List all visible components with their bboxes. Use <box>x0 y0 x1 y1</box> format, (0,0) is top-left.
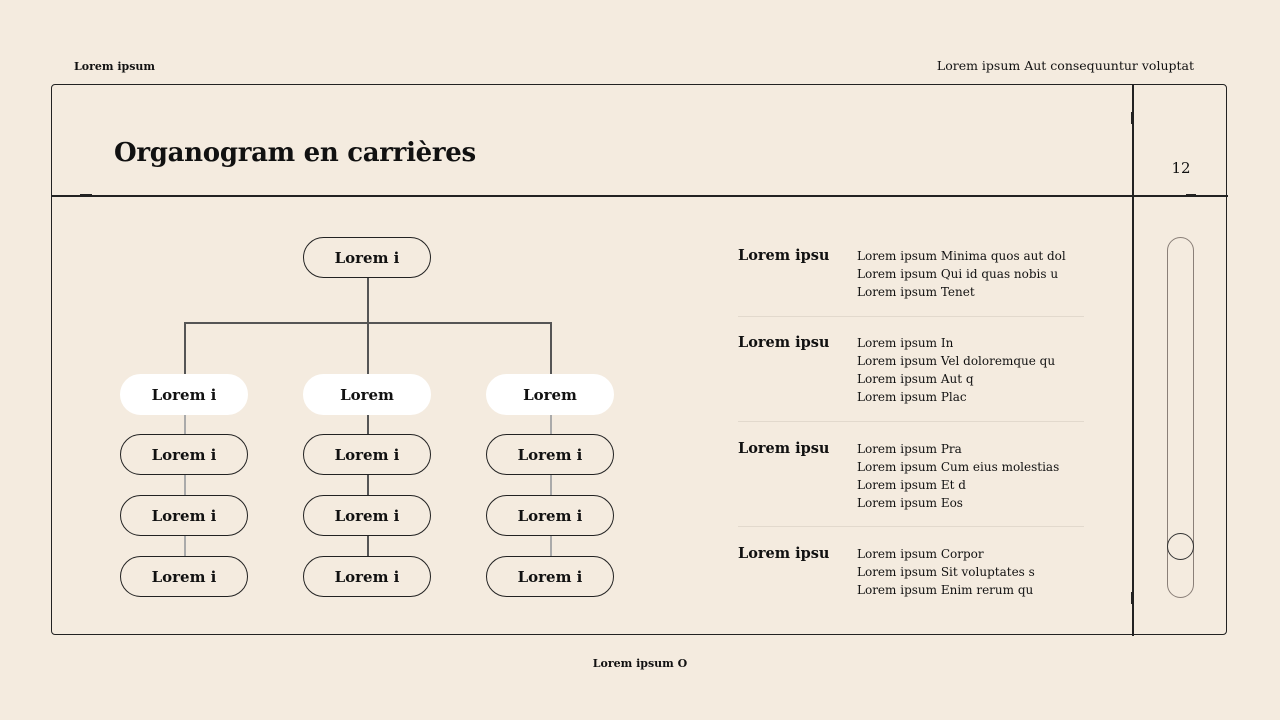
detail-lines <box>857 334 1087 406</box>
sidebar-divider <box>1132 84 1134 636</box>
scrollbar-thumb[interactable] <box>1167 533 1194 560</box>
header-left-label: Lorem ipsum <box>74 60 156 73</box>
divider-tick-right <box>1186 194 1196 197</box>
detail-line: Lorem ipsum Et d <box>857 478 966 492</box>
footer-label: Lorem ipsum O <box>592 657 688 670</box>
detail-separator <box>738 421 1084 422</box>
detail-line: Lorem ipsum Eos <box>857 496 963 510</box>
detail-line: Lorem ipsum Tenet <box>857 285 975 299</box>
detail-label: Lorem ipsu <box>738 440 830 457</box>
detail-line: Lorem ipsum Qui id quas nobis u <box>857 267 1059 281</box>
detail-separator <box>738 526 1084 527</box>
divider-tick-bottom <box>1131 592 1134 604</box>
org-node: Lorem i <box>486 495 614 536</box>
header-right-label: Lorem ipsum Aut consequuntur voluptat <box>936 58 1194 73</box>
detail-label: Lorem ipsu <box>738 545 830 562</box>
org-node: Lorem i <box>303 434 431 475</box>
org-node: Lorem i <box>486 556 614 597</box>
detail-label: Lorem ipsu <box>738 247 830 264</box>
connector-root-down <box>367 278 369 375</box>
detail-line: Lorem ipsum Vel doloremque qu <box>857 354 1056 368</box>
header-divider <box>51 195 1228 197</box>
org-node-root: Lorem i <box>303 237 431 278</box>
detail-line: Lorem ipsum Enim rerum qu <box>857 583 1034 597</box>
divider-tick-left <box>80 194 92 197</box>
detail-lines <box>857 440 1087 512</box>
detail-line: Lorem ipsum Cum eius molestias <box>857 460 1060 474</box>
detail-label: Lorem ipsu <box>738 334 830 351</box>
org-node: Lorem i <box>120 556 248 597</box>
connector-horizontal <box>184 322 551 324</box>
connector-col3 <box>550 322 552 375</box>
detail-line: Lorem ipsum Minima quos aut dol <box>857 249 1066 263</box>
detail-line: Lorem ipsum Pra <box>857 442 962 456</box>
detail-line: Lorem ipsum Aut q <box>857 372 974 386</box>
detail-line: Lorem ipsum In <box>857 336 954 350</box>
detail-line: Lorem ipsum Sit voluptates s <box>857 565 1035 579</box>
page-title: Organogram en carrières <box>114 138 476 168</box>
org-node: Lorem i <box>303 495 431 536</box>
detail-separator <box>738 316 1084 317</box>
page-number: 12 <box>1171 159 1191 177</box>
org-node-head: Lorem <box>303 374 431 415</box>
org-node: Lorem i <box>120 495 248 536</box>
detail-lines <box>857 545 1087 599</box>
org-node: Lorem i <box>303 556 431 597</box>
org-node: Lorem i <box>120 434 248 475</box>
detail-line: Lorem ipsum Plac <box>857 390 967 404</box>
org-node-head: Lorem <box>486 374 614 415</box>
divider-tick-top <box>1131 112 1134 124</box>
org-node: Lorem i <box>486 434 614 475</box>
connector-col1 <box>184 322 186 375</box>
detail-lines <box>857 247 1087 301</box>
org-node-head: Lorem i <box>120 374 248 415</box>
detail-line: Lorem ipsum Corpor <box>857 547 984 561</box>
